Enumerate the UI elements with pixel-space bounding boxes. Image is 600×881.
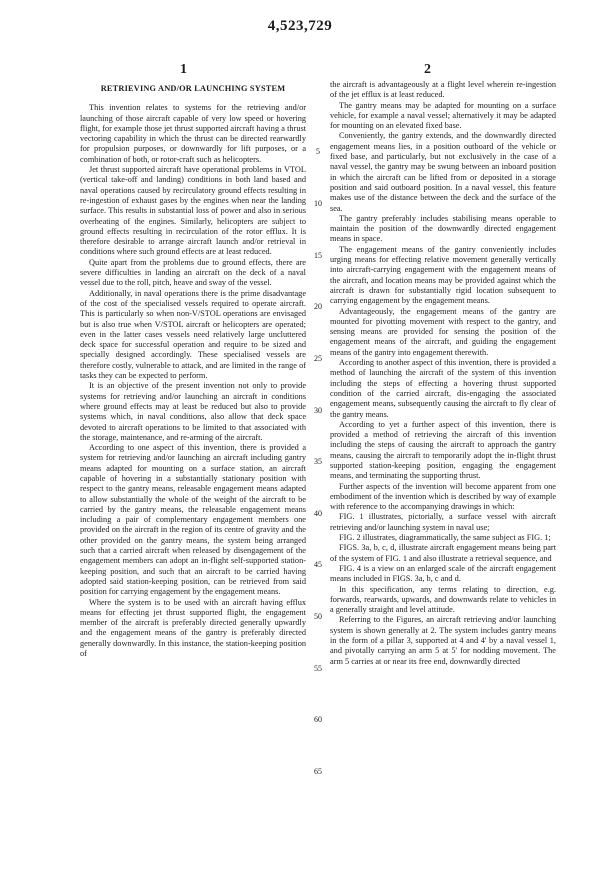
- paragraph: According to another aspect of this invention, there is provided a method of launching the aircraft of the system of this invention including the steps of effecting a hovering thrust supported condition of the carried aircraft, dis-engaging the associated engagement means, subsequently causing the aircraft to fly clear of the gantry means.: [330, 358, 556, 419]
- left-column: [80, 84, 306, 659]
- line-number: 25: [314, 354, 322, 363]
- paragraph: FIGS. 3a, b, c, d, illustrate aircraft engagement means being part of the system of FIG. 1 and also illustrate a retrieval sequence, and: [330, 543, 556, 563]
- paragraph: Referring to the Figures, an aircraft retrieving and/or launching system is shown generally at 2. The system includes gantry means in the form of a pillar 3, supported at 4 and 4' by a naval vessel 1, and pivotally carrying an arm 5 at 5' for nodding movement. The arm 5 carries at or near its free end, downwardly directed: [330, 615, 556, 666]
- paragraph: Advantageously, the engagement means of the gantry are mounted for pivotting movement with respect to the gantry, and sensing means are provided for sensing the position of the engagement means of the aircraft, and guiding the engagement means of the gantry into engagement therewith.: [330, 306, 556, 357]
- patent-number: 4,523,729: [267, 18, 333, 34]
- paragraph: FIG. 1 illustrates, pictorially, a surface vessel with aircraft retrieving and/or launching system in naval use;: [330, 512, 556, 532]
- paragraph: It is an objective of the present invention not only to provide systems for retrieving and/or launching an aircraft in conditions where ground effects may at least be reduced but also to provide systems which, in naval conditions, also allow that deck space devoted to aircraft operations to be limited to that associated with the storage, maintenance, and re-arming of the aircraft.: [80, 381, 306, 442]
- paragraph: the aircraft is advantageously at a flight level wherein re-ingestion of the jet efflux is at least reduced.: [330, 80, 556, 100]
- paragraph: According to yet a further aspect of this invention, there is provided a method of retrieving the aircraft of this invention including the steps of causing the aircraft to approach the gantry means, causing the aircraft to temporarily adopt the in-flight thrust supported station-keeping position, engaging the engagement means, and terminating the supporting thrust.: [330, 419, 556, 481]
- left-column-number: 1: [180, 62, 187, 77]
- paragraph: FIG. 2 illustrates, diagrammatically, the same subject as FIG. 1;: [339, 533, 551, 543]
- right-column: [330, 80, 556, 667]
- right-column-number: 2: [424, 62, 431, 77]
- paragraph: Where the system is to be used with an aircraft having efflux means for effecting jet thrust supported flight, the engagement member of the aircraft is preferably directed generally upwardly and the engagement means of the gantry is preferably directed generally downwardly. In this instance, the station-keeping position of: [80, 597, 306, 659]
- paragraph: In this specification, any terms relating to direction, e.g. forwards, rearwards, upwards, and downwards relate to vehicles in a generally straight and level attitude.: [330, 584, 556, 615]
- line-number: 65: [314, 767, 322, 776]
- paragraph: According to one aspect of this invention, there is provided a system for retrieving and/or launching an aircraft including gantry means adapted for mounting on a surface station, an aircraft capable of hovering in a substantially stationary position with respect to the gantry means, releasable engagement means adapted to allow substantially the whole of the weight of the aircraft to be carried by the gantry means, the releasable engagement means including a pair of complementary engagement members one provided on the aircraft in the region of its centre of gravity and the other provided on the gantry means, the system being arranged such that a carried aircraft when released by disengagement of the engagement members can adopt an in-flight self-supported station-keeping position, and such that an aircraft to be carried having adopted said station-keeping position, can be retrieved from said position for carrying engagement by the engagement means.: [80, 443, 306, 597]
- paragraph: Additionally, in naval operations there is the prime disadvantage of the cost of the specialised vessels required to operate aircraft. This is particularly so when non-V/STOL operations are envisaged but is also true when V/STOL aircraft or helicopters are operated; even in the latter cases vessels need relatively large uncluttered deck space for successful operation and require to be sized and specially designed accordingly. These specialised vessels are therefore costly, vulnerable to attack, and are limited in the range of tasks they can be expected to perform.: [80, 288, 306, 381]
- paragraph: Further aspects of the invention will become apparent from one embodiment of the invention which is described by way of example with reference to the accompanying drawings in which:: [330, 481, 556, 512]
- line-number-gutter: [306, 0, 330, 881]
- line-number: 15: [314, 251, 322, 260]
- paragraph: Jet thrust supported aircraft have operational problems in VTOL (vertical take-off and landing) conditions in both land based and naval operations caused by recirculatory ground effects resulting in re-ingestion of exhaust gases by the engines when near the landing surface. This results in substantial loss of power and also in serious overheating of the engines. Similarly, helicopters are subject to ground effects resulting in recirculation of the rotor efflux. It is therefore desirable to arrange aircraft launch and/or retrieval in conditions where such ground effects are at least reduced.: [80, 165, 306, 257]
- paragraph: The engagement means of the gantry conveniently includes urging means for effecting relative movement generally vertically into aircraft-carrying engagement with the engagement means of the aircraft, and location means may be provided against which the aircraft is drawn for substantially rigid location subsequent to carrying engagement by the engagement means.: [330, 244, 556, 306]
- document-title: RETRIEVING AND/OR LAUNCHING SYSTEM: [100, 84, 286, 93]
- paragraph: FIG. 4 is a view on an enlarged scale of the aircraft engagement means included in FIGS. 3a, b, c and d.: [330, 563, 556, 584]
- line-number: 5: [316, 147, 320, 156]
- line-number: 60: [314, 715, 322, 724]
- paragraph: The gantry preferably includes stabilising means operable to maintain the position of the downwardly directed engagement means in space.: [330, 213, 556, 244]
- line-number: 40: [314, 509, 322, 518]
- line-number: 30: [314, 406, 322, 415]
- line-number: 50: [314, 612, 322, 621]
- line-number: 55: [314, 664, 322, 673]
- line-number: 45: [314, 560, 322, 569]
- line-number: 10: [314, 199, 322, 208]
- paragraph: Conveniently, the gantry extends, and the downwardly directed engagement means lies, in a position outboard of the vehicle or fixed base, and particularly, but not exclusively in the case of a naval vessel, the gantry may be swung between an inboard position in which the aircraft can be lifted from or deposited in a storage position and said outboard position. In a naval vessel, this feature makes use of the distance between the deck and the surface of the sea.: [330, 131, 556, 213]
- line-number: 20: [314, 302, 322, 311]
- paragraph: This invention relates to systems for the retrieving and/or launching of those aircraft capable of very low speed or hovering flight, for example those jet thrust supported aircraft having a thrust vectoring capability in which the thrust can be directed rearwardly for propulsion purposes, or downwardly for lift purposes, or a combination of both, or rotor-craft such as helicopters.: [80, 103, 306, 164]
- paragraph: Quite apart from the problems due to ground effects, there are severe difficulties in landing an aircraft on the deck of a naval vessel due to the roll, pitch, heave and sway of the vessel.: [80, 257, 306, 288]
- line-number: 35: [314, 457, 322, 466]
- paragraph: The gantry means may be adapted for mounting on a surface vehicle, for example a naval vessel; alternatively it may be adapted for mounting on an elevated fixed base.: [330, 100, 556, 131]
